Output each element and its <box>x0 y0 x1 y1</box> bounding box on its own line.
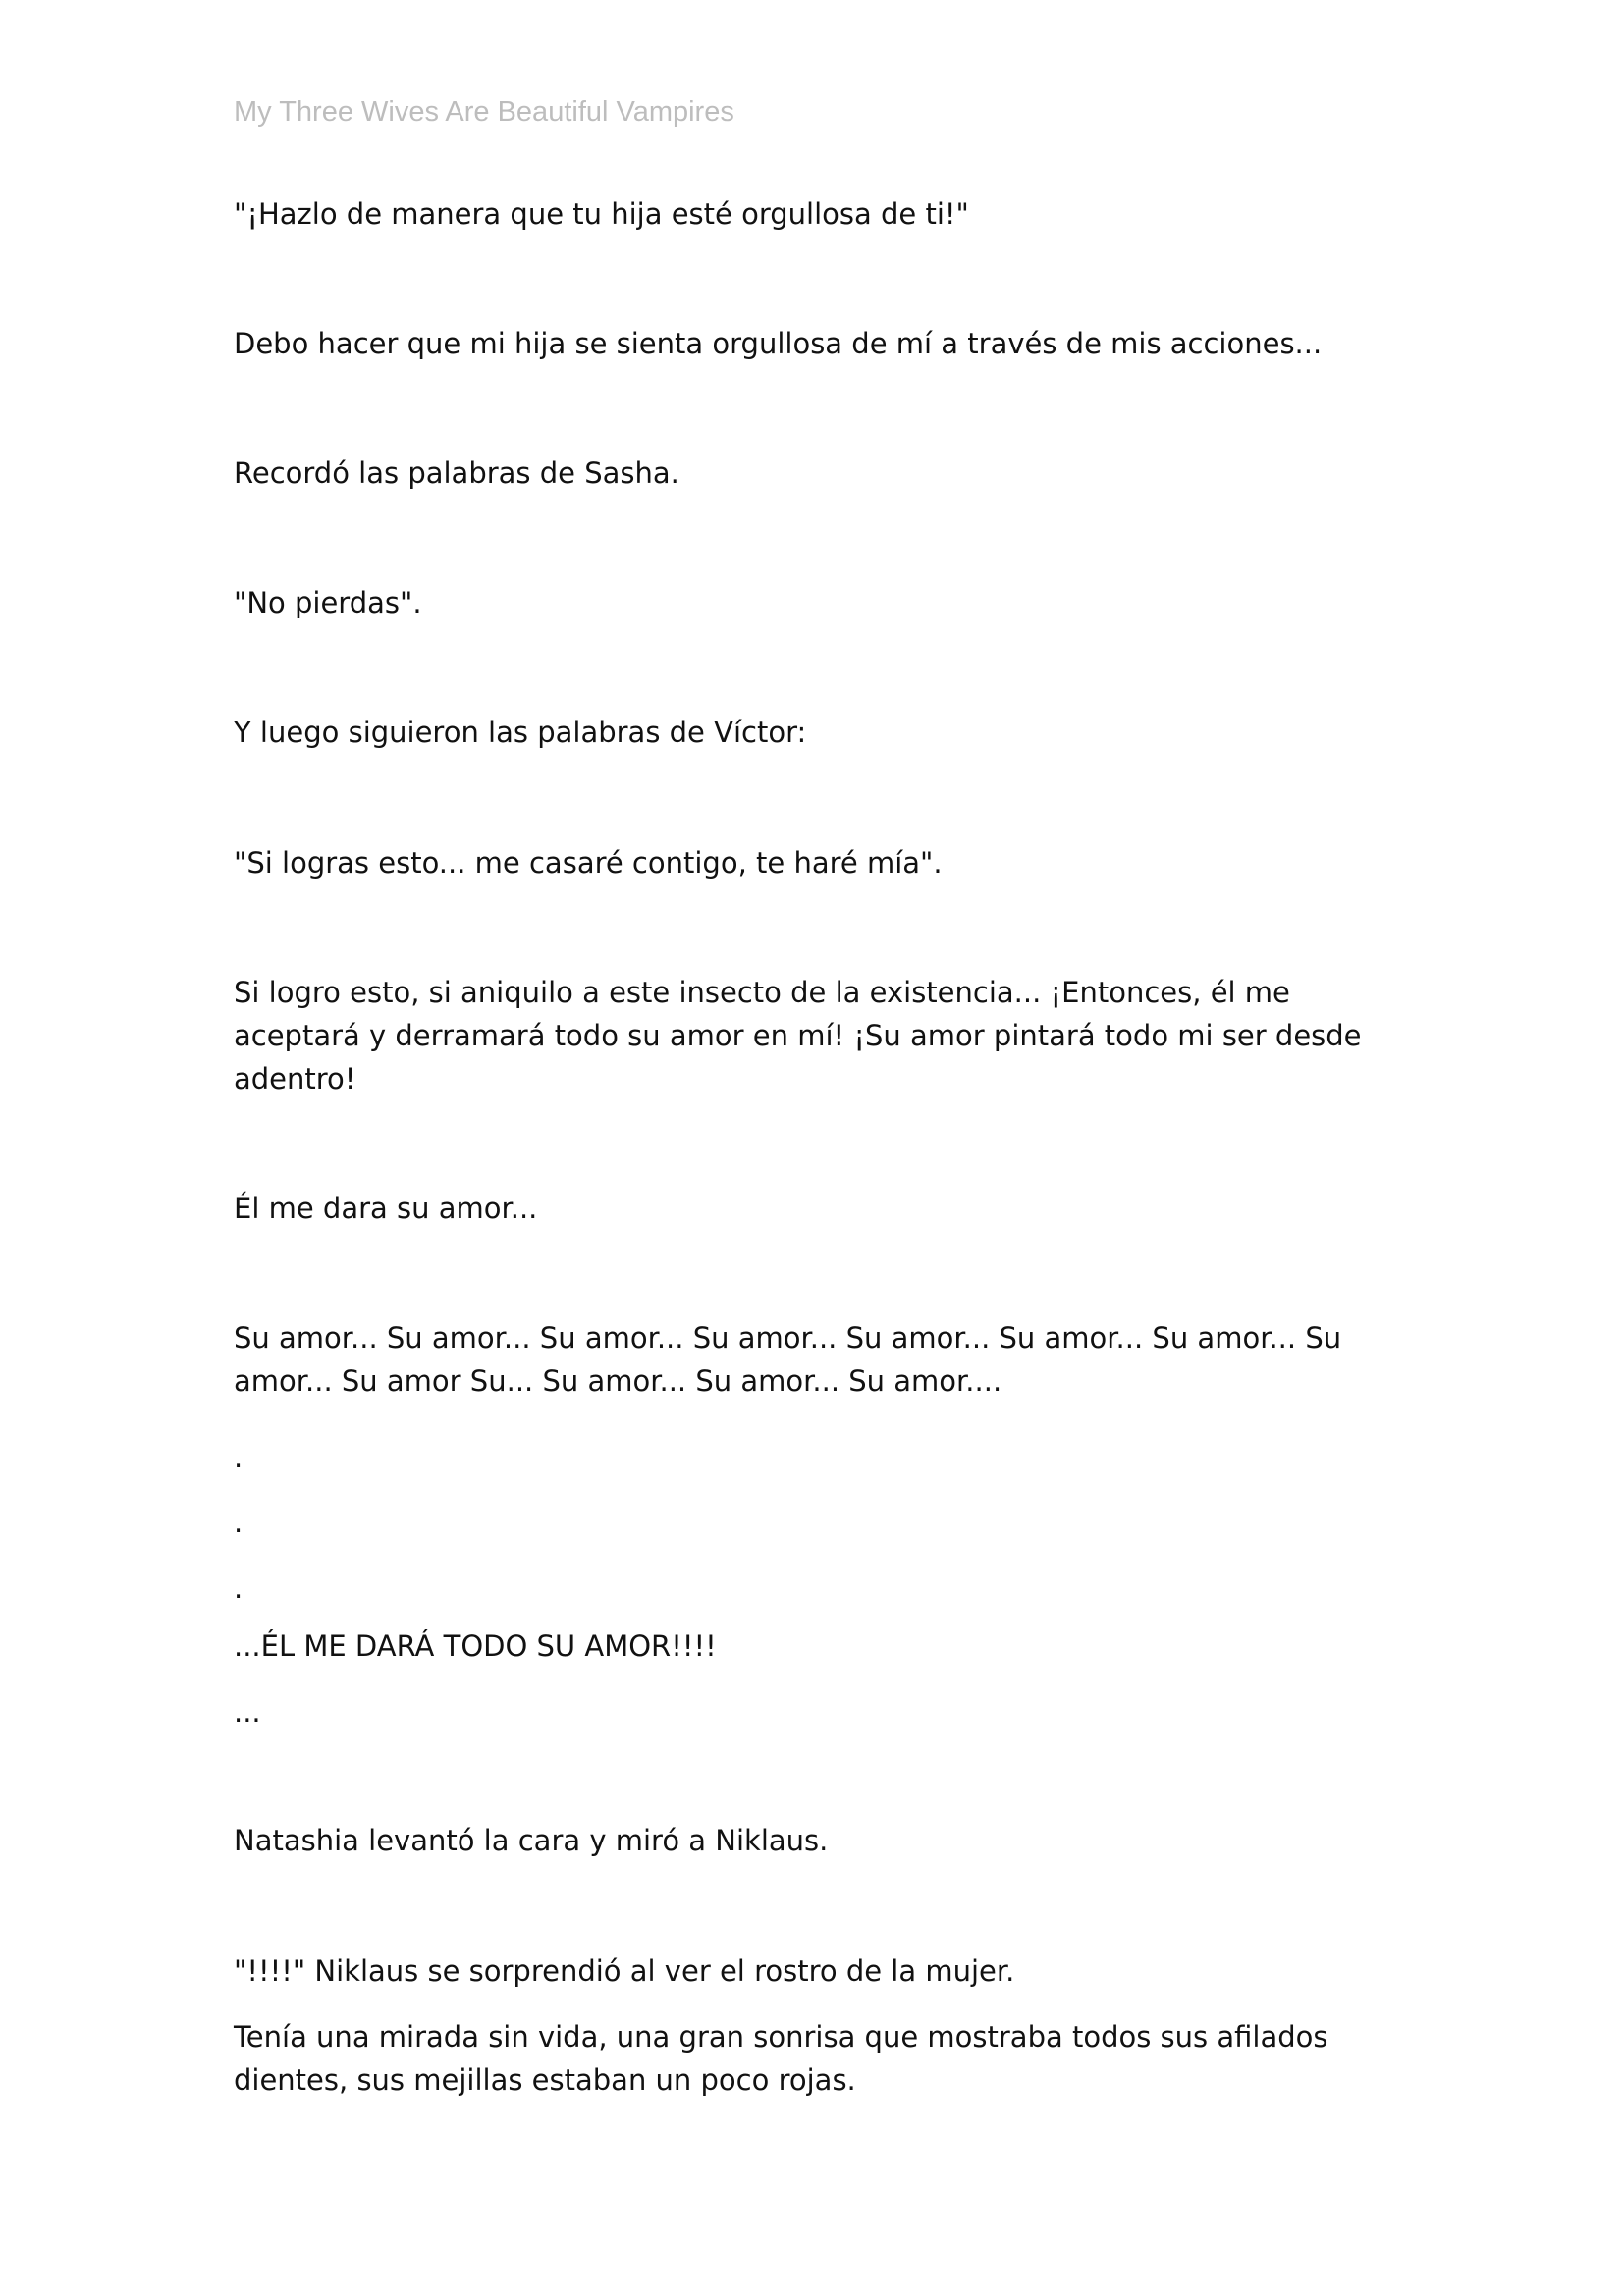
paragraph: Natashia levantó la cara y miró a Niklaus. <box>234 1824 829 1857</box>
paragraph: Él me dara su amor... <box>234 1192 538 1225</box>
ellipsis-dot: . <box>234 1506 244 1539</box>
running-header-title: My Three Wives Are Beautiful Vampires <box>234 96 734 128</box>
ellipsis-dot: . <box>234 1440 244 1473</box>
paragraph: Su amor... Su amor... Su amor... Su amor... Su amor... Su amor... Su amor... Su amor... Su amor Su... Su amor... Su amor... Su amor.... <box>234 1321 1342 1398</box>
paragraph: ... <box>234 1695 261 1729</box>
paragraph: "No pierdas". <box>234 586 422 619</box>
paragraph: ...ÉL ME DARÁ TODO SU AMOR!!!! <box>234 1629 717 1663</box>
paragraph: "Si logras esto... me casaré contigo, te haré mía". <box>234 846 943 880</box>
paragraph: "!!!!" Niklaus se sorprendió al ver el rostro de la mujer. <box>234 1954 1015 1988</box>
paragraph: Debo hacer que mi hija se sienta orgullosa de mí a través de mis acciones... <box>234 327 1323 360</box>
paragraph: Tenía una mirada sin vida, una gran sonrisa que mostraba todos sus afilados dientes, sus mejillas estaban un poco rojas. <box>234 2020 1328 2097</box>
paragraph: "¡Hazlo de manera que tu hija esté orgullosa de ti!" <box>234 197 969 231</box>
paragraph: Recordó las palabras de Sasha. <box>234 456 679 490</box>
paragraph: Si logro esto, si aniquilo a este insecto de la existencia... ¡Entonces, él me aceptará y derramará todo su amor en mí! ¡Su amor pintará todo mi ser desde adentro! <box>234 976 1362 1095</box>
ellipsis-dot: . <box>234 1572 244 1605</box>
paragraph: Y luego siguieron las palabras de Víctor: <box>234 716 807 749</box>
